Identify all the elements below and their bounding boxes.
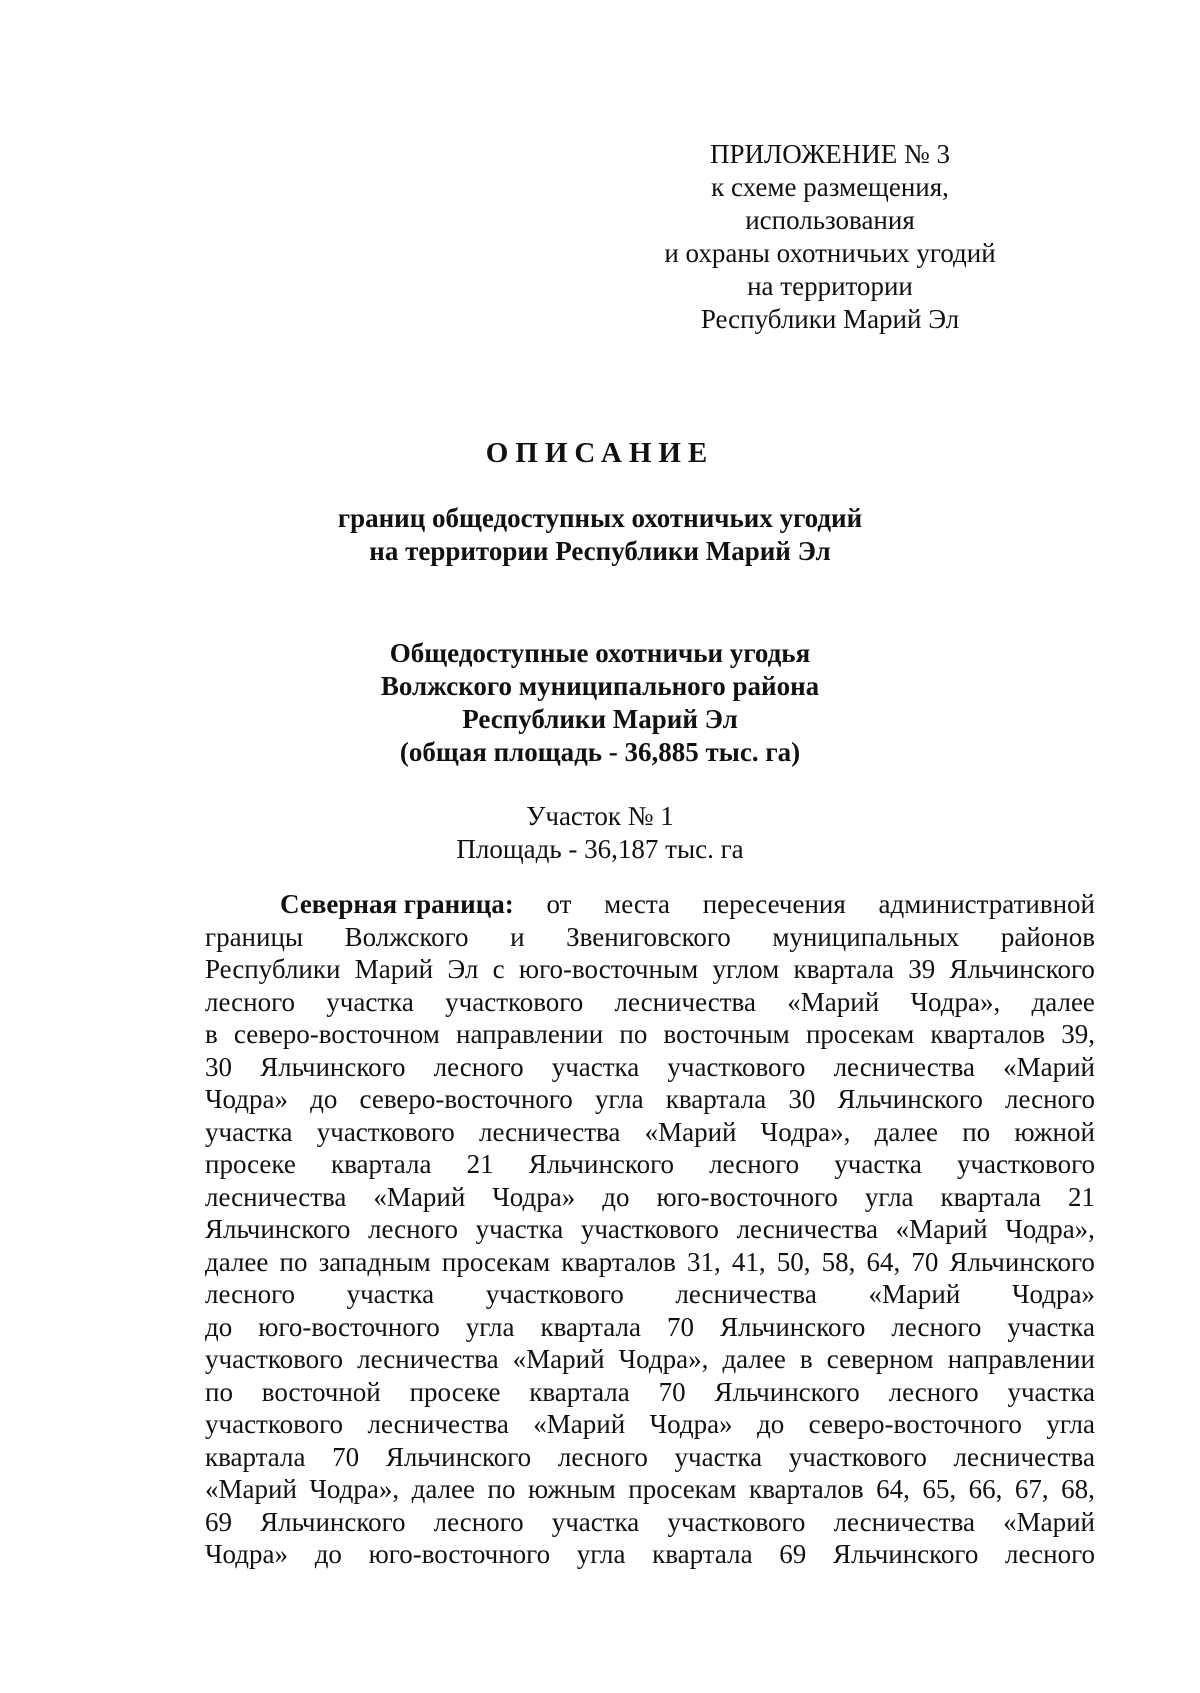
body-word: участка xyxy=(205,1116,293,1147)
section-line: Общедоступные охотничьи угодья xyxy=(389,638,811,668)
body-word: 70 xyxy=(666,1311,694,1342)
body-word: лесного xyxy=(891,1311,982,1342)
body-word: лесничества xyxy=(675,1279,817,1309)
body-word: «Марий xyxy=(373,1181,466,1212)
body-word: Чодра», xyxy=(618,1344,709,1374)
body-line xyxy=(205,1311,1095,1344)
body-line xyxy=(205,888,1095,921)
body-word: 69 xyxy=(779,1539,807,1569)
body-word: места xyxy=(604,889,670,919)
body-word: «Марий xyxy=(868,1279,961,1309)
body-word: «Марий xyxy=(512,1344,605,1374)
body-word: по xyxy=(962,1116,991,1147)
body-word: просеке xyxy=(409,1376,501,1407)
body-word: лесничества xyxy=(614,986,756,1017)
body-word: 30 xyxy=(205,1051,232,1082)
body-line xyxy=(205,1278,1095,1311)
body-word: лесного xyxy=(433,1051,524,1082)
body-word: Яльчинского xyxy=(837,1084,983,1114)
body-word: угла xyxy=(1046,1409,1095,1439)
body-word: Республики xyxy=(205,954,341,984)
plot-info xyxy=(0,800,1200,866)
body-word: угла xyxy=(864,1181,914,1212)
body-word: участкового xyxy=(956,1149,1095,1179)
body-word: далее xyxy=(874,1116,939,1147)
body-word: лесного xyxy=(433,1506,524,1537)
body-word: северо-восточного xyxy=(808,1409,1022,1439)
body-line xyxy=(205,986,1095,1019)
body-word: лесничества xyxy=(833,1506,975,1537)
body-line xyxy=(205,1343,1095,1376)
body-word: Яльчинского xyxy=(720,1311,866,1342)
body-word: квартала xyxy=(529,1376,630,1407)
body-word: лесного xyxy=(709,1149,800,1179)
body-word: участка xyxy=(674,1441,763,1472)
body-word: далее xyxy=(411,1474,476,1504)
body-word: направлении xyxy=(947,1344,1095,1374)
plot-number: Участок № 1 xyxy=(526,801,674,831)
body-word: лесного xyxy=(1005,1539,1095,1569)
body-word: административной xyxy=(878,889,1095,919)
body-line xyxy=(205,1408,1095,1441)
body-word: в xyxy=(205,1019,218,1049)
body-word: северо-восточного xyxy=(359,1084,573,1114)
section-line: (общая площадь - 36,885 тыс. га) xyxy=(399,737,801,767)
body-word: Чодра», xyxy=(309,1474,400,1504)
body-word: Чодра», xyxy=(910,986,1001,1017)
body-word: Эл xyxy=(447,954,479,984)
body-word: 50, xyxy=(776,1246,811,1277)
appendix-line: использования xyxy=(745,205,915,235)
body-word: лесного xyxy=(368,1214,458,1244)
body-word: просекам xyxy=(805,1019,915,1049)
appendix-line: к схеме размещения, xyxy=(711,172,949,202)
body-word: квартала xyxy=(540,1311,641,1342)
body-word: районов xyxy=(1000,921,1095,952)
body-word: угла xyxy=(576,1539,626,1569)
body-word: Яльчинского xyxy=(260,1051,406,1082)
body-word: квартала xyxy=(652,1539,753,1569)
body-word: участка xyxy=(475,1214,564,1244)
body-word: 39, xyxy=(1061,1019,1095,1049)
body-word: лесничества xyxy=(736,1214,878,1244)
body-word: Звениговского xyxy=(566,921,731,952)
body-word: северном xyxy=(826,1344,934,1374)
body-word: Яльчинского xyxy=(205,1214,351,1244)
body-word: Чодра» xyxy=(1011,1279,1095,1309)
body-word: «Марий xyxy=(787,986,880,1017)
body-word: Яльчинского xyxy=(832,1539,979,1569)
document-subtitle xyxy=(0,502,1200,568)
body-word: 65, xyxy=(922,1474,957,1504)
body-line xyxy=(205,1148,1095,1181)
body-word: до xyxy=(602,1181,630,1212)
body-word: квартала xyxy=(330,1149,432,1179)
body-word: Яльчинского xyxy=(949,954,1095,984)
body-word: 70 xyxy=(658,1376,686,1407)
body-line xyxy=(205,1116,1095,1149)
body-word: Чодра» xyxy=(649,1409,733,1439)
body-word: восточной xyxy=(261,1376,381,1407)
body-word: 64, xyxy=(876,1474,910,1504)
body-line xyxy=(205,1538,1095,1571)
body-word: далее xyxy=(205,1246,269,1277)
body-word: 58, xyxy=(821,1246,856,1277)
body-word: лесного xyxy=(205,986,295,1017)
section-heading xyxy=(0,637,1200,769)
body-word: участка xyxy=(834,1149,922,1179)
body-word: с xyxy=(492,954,505,984)
body-word: «Марий xyxy=(644,1116,737,1147)
body-line xyxy=(205,921,1095,954)
section-line: Республики Марий Эл xyxy=(462,704,738,734)
body-word: направлении xyxy=(456,1019,604,1049)
body-word: участкового xyxy=(485,1279,624,1309)
body-word: участка xyxy=(551,1051,640,1082)
body-word: участкового xyxy=(667,1506,806,1537)
body-word: участкового xyxy=(580,1214,719,1244)
body-line xyxy=(205,1441,1095,1474)
body-word: лесничества xyxy=(833,1051,975,1082)
section-line: Волжского муниципального района xyxy=(380,671,820,701)
body-word: «Марий xyxy=(1003,1506,1095,1537)
body-word: 68, xyxy=(1061,1474,1095,1504)
body-word: до xyxy=(310,1084,338,1114)
body-line xyxy=(205,1473,1095,1506)
body-word: просеке xyxy=(205,1149,296,1179)
body-word: участкового xyxy=(205,1409,344,1439)
body-word: Яльчинского xyxy=(528,1149,675,1179)
body-word: 31, xyxy=(687,1246,721,1277)
document-title: ОПИСАНИЕ xyxy=(485,437,715,469)
subtitle-line: границ общедоступных охотничьих угодий xyxy=(337,503,863,533)
body-word: лесничества xyxy=(953,1441,1095,1472)
body-word: в xyxy=(799,1344,813,1374)
body-word: до xyxy=(314,1539,342,1569)
body-word: 41, xyxy=(731,1246,766,1277)
body-line xyxy=(205,1506,1095,1539)
body-word: до xyxy=(757,1409,785,1439)
body-word: углом xyxy=(712,954,780,984)
body-word: западным xyxy=(318,1246,431,1277)
body-word: Чодра» xyxy=(205,1539,288,1569)
appendix-line: Республики Марий Эл xyxy=(700,304,960,334)
body-word: кварталов xyxy=(561,1246,676,1277)
body-word: до xyxy=(205,1311,233,1342)
body-word: восточным xyxy=(663,1019,790,1049)
body-word: лесного xyxy=(888,1376,979,1407)
body-word: юго-восточным xyxy=(518,954,699,984)
body-word: Яльчинского xyxy=(385,1441,532,1472)
body-word: 69 xyxy=(205,1506,232,1537)
body-word: Чодра» xyxy=(492,1181,576,1212)
body-word: просекам xyxy=(441,1246,551,1277)
body-word: лесничества xyxy=(357,1344,499,1374)
body-word: 64, xyxy=(866,1246,901,1277)
body-word: квартала xyxy=(940,1181,1041,1212)
body-word: юго-восточного xyxy=(368,1539,551,1569)
body-word: 39 xyxy=(908,954,936,984)
body-line xyxy=(205,1083,1095,1116)
body-word: угла xyxy=(465,1311,515,1342)
body-word: 67, xyxy=(1014,1474,1049,1504)
body-word: лесного xyxy=(1004,1084,1095,1114)
body-word: лесничества xyxy=(367,1409,509,1439)
body-word: по xyxy=(205,1376,233,1407)
body-word: участкового xyxy=(667,1051,806,1082)
body-word: участка xyxy=(1007,1311,1095,1342)
body-word: участка xyxy=(326,986,414,1017)
body-word: участкового xyxy=(316,1116,455,1147)
body-word: угла xyxy=(594,1084,644,1114)
body-word: Яльчинского xyxy=(260,1506,406,1537)
body-lead: Северная граница: xyxy=(280,889,514,919)
body-word: северо-восточном xyxy=(233,1019,440,1049)
body-word: юго-восточного xyxy=(656,1181,838,1212)
body-line xyxy=(205,1018,1095,1051)
body-word: Чодра» xyxy=(205,1084,288,1114)
body-word: южной xyxy=(1014,1116,1095,1147)
body-word: 66, xyxy=(968,1474,1003,1504)
body-word: участкового xyxy=(205,1344,344,1374)
body-word: далее xyxy=(1031,986,1095,1017)
body-word: южным xyxy=(527,1474,616,1504)
subtitle-line: на территории Республики Марий Эл xyxy=(369,536,831,566)
body-line xyxy=(205,1246,1095,1279)
body-word: Марий xyxy=(354,954,434,984)
body-word: «Марий xyxy=(205,1474,297,1504)
body-word: 70 xyxy=(332,1441,360,1472)
appendix-line: ПРИЛОЖЕНИЕ № 3 xyxy=(709,139,951,169)
body-word: пересечения xyxy=(702,889,846,919)
body-word: юго-восточного xyxy=(258,1311,440,1342)
body-text xyxy=(205,888,1095,1571)
body-word: квартала xyxy=(205,1441,306,1472)
body-word: «Марий xyxy=(895,1214,988,1244)
body-line xyxy=(205,1051,1095,1084)
body-word: участкового xyxy=(788,1441,927,1472)
body-word: просекам xyxy=(628,1474,737,1504)
body-word: Волжского xyxy=(344,921,469,952)
body-word: лесного xyxy=(557,1441,648,1472)
body-word: Яльчинского xyxy=(949,1246,1095,1277)
body-word: далее xyxy=(722,1344,786,1374)
body-word: по xyxy=(279,1246,308,1277)
appendix-line: на территории xyxy=(747,271,913,301)
body-word: Яльчинского xyxy=(714,1376,860,1407)
body-line xyxy=(205,1376,1095,1409)
body-word: участка xyxy=(1007,1376,1095,1407)
body-word: лесничества xyxy=(478,1116,621,1147)
body-word: муниципальных xyxy=(772,921,960,952)
body-word: участка xyxy=(551,1506,640,1537)
plot-area: Площадь - 36,187 тыс. га xyxy=(456,834,744,864)
body-word: «Марий xyxy=(1003,1051,1095,1082)
body-word: «Марий xyxy=(533,1409,626,1439)
body-line xyxy=(205,1213,1095,1246)
body-word: Чодра», xyxy=(1005,1214,1095,1244)
appendix-line: и охраны охотничьих угодий xyxy=(664,238,996,268)
body-word: лесничества xyxy=(205,1181,347,1212)
body-word: 21 xyxy=(1067,1181,1095,1212)
body-word: участкового xyxy=(445,986,584,1017)
body-word: 21 xyxy=(466,1149,494,1179)
body-line xyxy=(205,953,1095,986)
body-word: кварталов xyxy=(930,1019,1046,1049)
body-word: по xyxy=(619,1019,648,1049)
body-word: 30 xyxy=(788,1084,816,1114)
body-word: квартала xyxy=(665,1084,767,1114)
body-word: 70 xyxy=(911,1246,939,1277)
body-word: Чодра», xyxy=(760,1116,851,1147)
body-word: участка xyxy=(346,1279,435,1309)
appendix-block xyxy=(640,138,1020,336)
body-line xyxy=(205,1181,1095,1214)
body-word: лесного xyxy=(205,1279,295,1309)
body-word: границы xyxy=(205,921,304,952)
body-word: кварталов xyxy=(748,1474,864,1504)
body-word: по xyxy=(487,1474,516,1504)
body-word: квартала xyxy=(793,954,894,984)
body-word: и xyxy=(510,921,525,952)
body-word: от xyxy=(546,889,572,919)
